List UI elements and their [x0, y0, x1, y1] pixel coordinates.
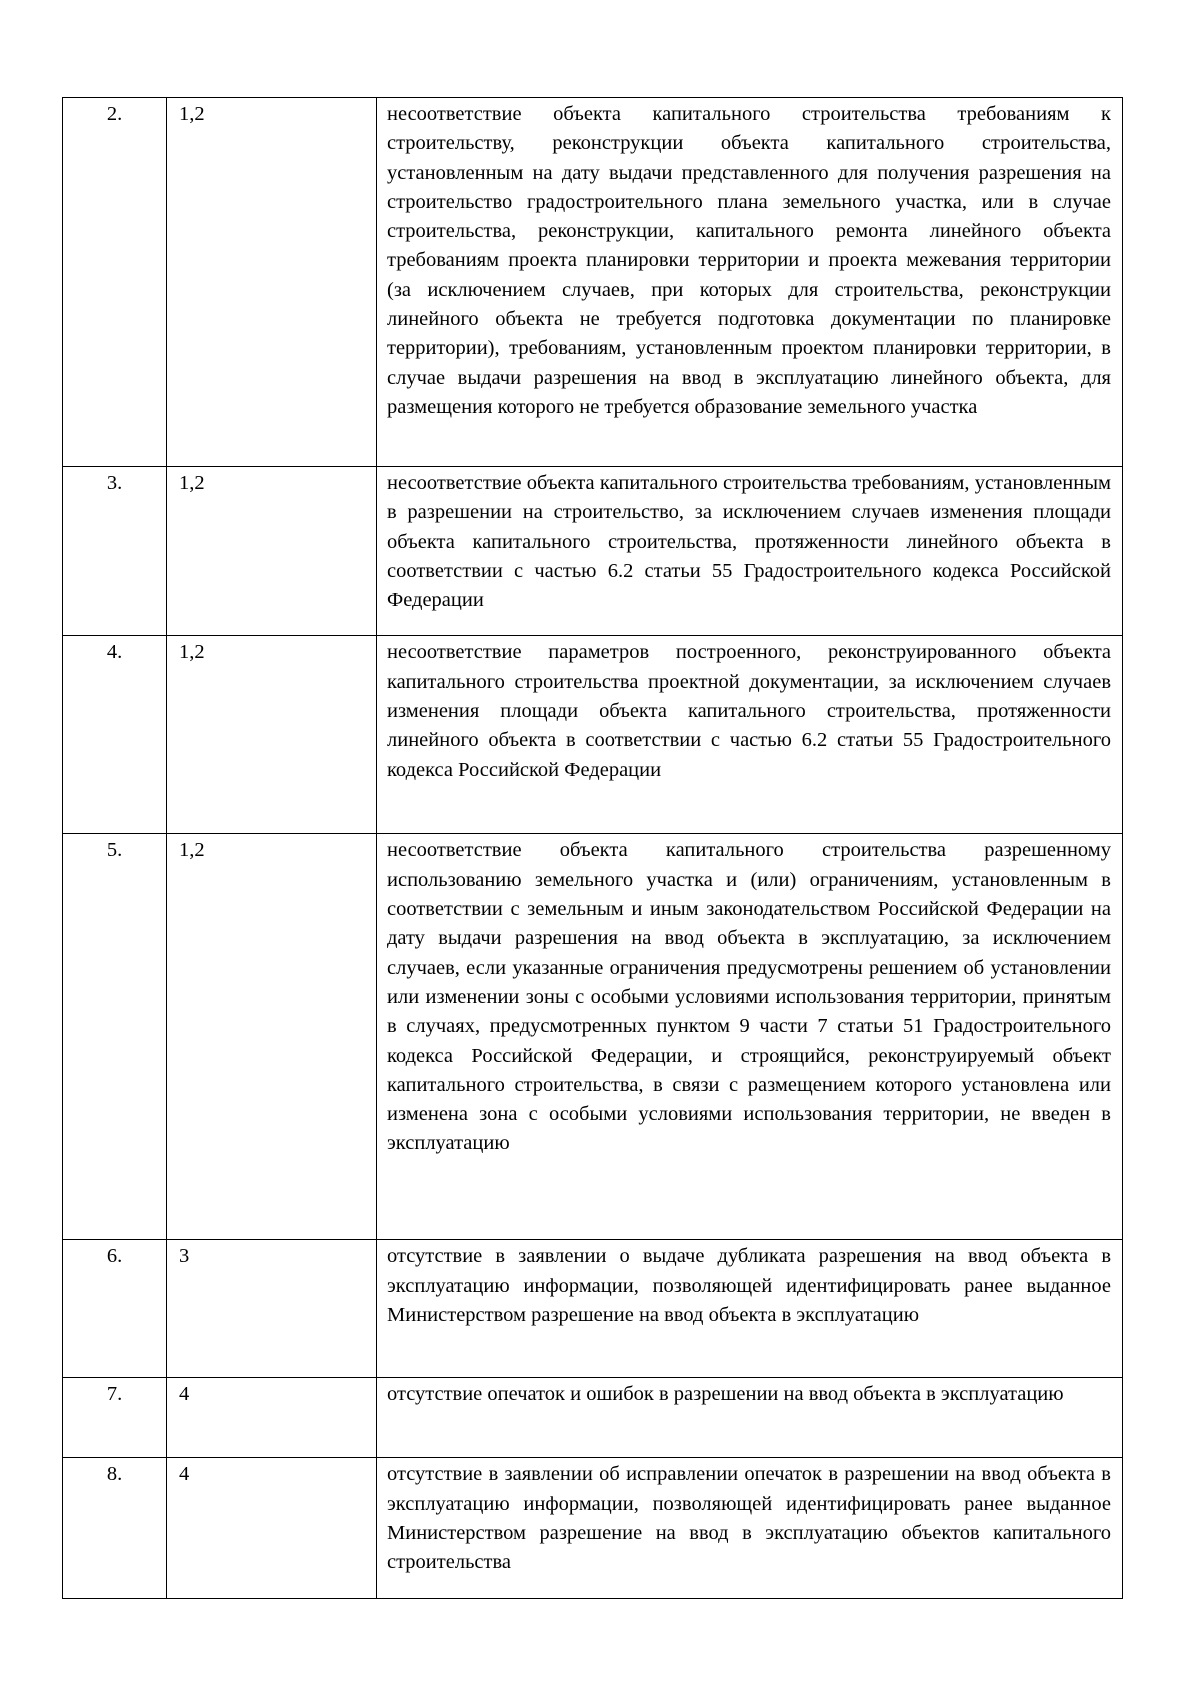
- row-description: несоответствие параметров построенного, реконструированного объекта капитального строительства проектной документации, за исключением случаев изменения площади объекта капитального строительства, протяженности линейного объекта в соответствии с частью 6.2 статьи 55 Градостроительного кодекса Российской Федерации: [377, 636, 1123, 834]
- row-description: отсутствие в заявлении об исправлении опечаток в разрешении на ввод объекта в эксплуатацию информации, позволяющей идентифицировать ранее выданное Министерством разрешение на ввод в эксплуатацию объектов капитального строительства: [377, 1458, 1123, 1598]
- row-number: 2.: [63, 98, 167, 467]
- row-number: 6.: [63, 1240, 167, 1378]
- row-description: несоответствие объекта капитального строительства требованиям, установленным в разрешении на строительство, за исключением случаев изменения площади объекта капитального строительства, протяженности линейного объекта в соответствии с частью 6.2 статьи 55 Градостроительного кодекса Российской Федерации: [377, 467, 1123, 636]
- row-description: отсутствие в заявлении о выдаче дубликата разрешения на ввод объекта в эксплуатацию информации, позволяющей идентифицировать ранее выданное Министерством разрешение на ввод объекта в эксплуатацию: [377, 1240, 1123, 1378]
- row-number: 7.: [63, 1378, 167, 1458]
- table-row: [63, 467, 1123, 636]
- table-row: [63, 1378, 1123, 1458]
- row-reference: 1,2: [167, 834, 377, 1240]
- row-number: 5.: [63, 834, 167, 1240]
- row-number: 4.: [63, 636, 167, 834]
- table-row: [63, 636, 1123, 834]
- row-reference: 1,2: [167, 467, 377, 636]
- table-row: [63, 1240, 1123, 1378]
- row-number: 3.: [63, 467, 167, 636]
- table-row: [63, 834, 1123, 1240]
- row-reference: 1,2: [167, 636, 377, 834]
- row-reference: 4: [167, 1378, 377, 1458]
- row-reference: 4: [167, 1458, 377, 1598]
- row-number: 8.: [63, 1458, 167, 1598]
- row-description: несоответствие объекта капитального строительства требованиям к строительству, реконструкции объекта капитального строительства, установленным на дату выдачи представленного для получения разрешения на строительство градостроительного плана земельного участка, или в случае строительства, реконструкции, капитального ремонта линейного объекта требованиям проекта планировки территории и проекта межевания территории (за исключением случаев, при которых для строительства, реконструкции линейного объекта не требуется подготовка документации по планировке территории), требованиям, установленным проектом планировки территории, в случае выдачи разрешения на ввод в эксплуатацию линейного объекта, для размещения которого не требуется образование земельного участка: [377, 98, 1123, 467]
- table-row: [63, 1458, 1123, 1598]
- row-description: отсутствие опечаток и ошибок в разрешении на ввод объекта в эксплуатацию: [377, 1378, 1123, 1458]
- row-reference: 1,2: [167, 98, 377, 467]
- table-row: [63, 98, 1123, 467]
- row-reference: 3: [167, 1240, 377, 1378]
- grounds-table-body: [63, 98, 1123, 1599]
- row-description: несоответствие объекта капитального строительства разрешенному использованию земельного участка и (или) ограничениям, установленным в соответствии с земельным и иным законодательством Российской Федерации на дату выдачи разрешения на ввод объекта в эксплуатацию, за исключением случаев, если указанные ограничения предусмотрены решением об установлении или изменении зоны с особыми условиями использования территории, принятым в случаях, предусмотренных пунктом 9 части 7 статьи 51 Градостроительного кодекса Российской Федерации, и строящийся, реконструируемый объект капитального строительства, в связи с размещением которого установлена или изменена зона с особыми условиями использования территории, не введен в эксплуатацию: [377, 834, 1123, 1240]
- grounds-table: [62, 97, 1123, 1599]
